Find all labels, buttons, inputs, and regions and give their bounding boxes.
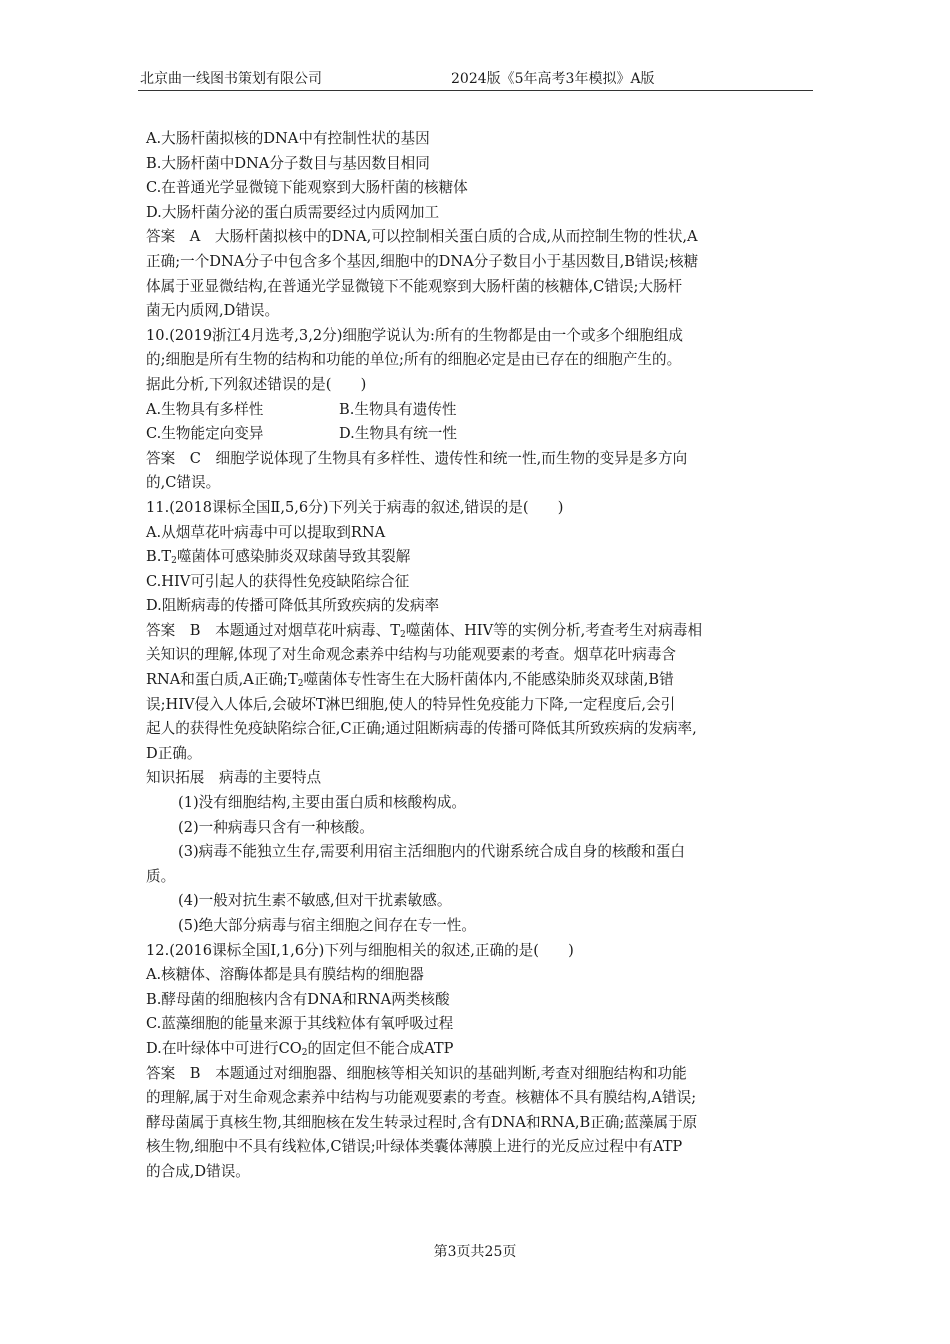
- q12-answer-line: 答案 B 本题通过对细胞器、细胞核等相关知识的基础判断,考查对细胞结构和功能: [146, 1064, 687, 1082]
- q10-options-row: [146, 422, 816, 447]
- page-header: [138, 66, 813, 91]
- knowledge-point-cont: 质。: [146, 867, 176, 885]
- page-number: 第3页共25页: [433, 1244, 517, 1260]
- knowledge-point: (1)没有细胞结构,主要由蛋白质和核酸构成。: [178, 794, 467, 812]
- q11-option-d: D.阻断病毒的传播可降低其所致疾病的发病率: [146, 597, 440, 615]
- q10-answer-line: 的,C错误。: [146, 474, 221, 492]
- knowledge-title: 知识拓展 病毒的主要特点: [146, 769, 322, 787]
- q12-option-c: C.蓝藻细胞的能量来源于其线粒体有氧呼吸过程: [146, 1015, 454, 1033]
- q9-answer-line: 菌无内质网,D错误。: [146, 302, 280, 320]
- q10-answer-line: 答案 C 细胞学说体现了生物具有多样性、遗传性和统一性,而生物的变异是多方向: [146, 449, 688, 467]
- q10-options-row: [146, 398, 816, 423]
- q9-answer-line: 正确;一个DNA分子中包含多个基因,细胞中的DNA分子数目小于基因数目,B错误;核糖: [146, 252, 699, 270]
- q9-answer-line: 体属于亚显微结构,在普通光学显微镜下不能观察到大肠杆菌的核糖体,C错误;大肠杆: [146, 277, 683, 295]
- q12-option-d: D.在叶绿体中可进行$CO_2$的固定但不能合成ATP: [146, 1039, 454, 1058]
- q9-option-c: C.在普通光学显微镜下能观察到大肠杆菌的核糖体: [146, 179, 468, 197]
- q12-option-b: B.酵母菌的细胞核内含有DNA和RNA两类核酸: [146, 990, 450, 1008]
- q12-answer-line: 核生物,细胞中不具有线粒体,C错误;叶绿体类囊体薄膜上进行的光反应过程中有ATP: [146, 1138, 683, 1156]
- q12-answer-line: 的合成,D错误。: [146, 1162, 250, 1180]
- q11-stem: 11.(2018课标全国Ⅱ,5,6分)下列关于病毒的叙述,错误的是( ): [146, 498, 564, 516]
- q11-answer-line: D正确。: [146, 744, 202, 762]
- q11-option-b: $B.T_2$噬菌体可感染肺炎双球菌导致其裂解: [146, 548, 411, 567]
- q9-answer-line: 答案 A 大肠杆菌拟核中的DNA,可以控制相关蛋白质的合成,从而控制生物的性状,A: [146, 228, 698, 246]
- q11-answer-line: 关知识的理解,体现了对生命观念素养中结构与功能观要素的考查。烟草花叶病毒含: [146, 646, 677, 664]
- q9-option-b: B.大肠杆菌中DNA分子数目与基因数目相同: [146, 154, 430, 172]
- q9-option-d: D.大肠杆菌分泌的蛋白质需要经过内质网加工: [146, 203, 440, 221]
- q11-option-a: A.从烟草花叶病毒中可以提取到RNA: [146, 523, 386, 541]
- q10-option-d: D.生物具有统一性: [339, 425, 457, 443]
- q10-stem-line: 10.(2019浙江4月选考,3,2分)细胞学说认为:所有的生物都是由一个或多个细胞组成: [146, 326, 684, 344]
- q12-option-a: A.核糖体、溶酶体都是具有膜结构的细胞器: [146, 966, 424, 984]
- q10-stem-line: 据此分析,下列叙述错误的是( ): [146, 375, 367, 393]
- knowledge-point: (2)一种病毒只含有一种核酸。: [178, 818, 374, 836]
- header-publisher: 北京曲一线图书策划有限公司: [140, 71, 322, 87]
- q11-answer-line: 起人的获得性免疫缺陷综合征,C正确;通过阻断病毒的传播可降低其所致疾病的发病率,: [146, 720, 697, 738]
- q10-stem-line: 的;细胞是所有生物的结构和功能的单位;所有的细胞必定是由已存在的细胞产生的。: [146, 351, 682, 369]
- q10-option-b: B.生物具有遗传性: [339, 400, 457, 418]
- knowledge-point: (4)一般对抗生素不敏感,但对干扰素敏感。: [178, 892, 452, 910]
- q11-answer-line: 答案 B 本题通过对烟草花叶病毒、$T_2$噬菌体、HIV等的实例分析,考查考生对病毒相: [146, 621, 703, 640]
- header-book-title: 2024版《5年高考3年模拟》A版: [451, 71, 655, 87]
- q12-stem: 12.(2016课标全国Ⅰ,1,6分)下列与细胞相关的叙述,正确的是( ): [146, 941, 574, 959]
- q11-option-c: C.HIV可引起人的获得性免疫缺陷综合征: [146, 572, 410, 590]
- q11-answer-line: RNA和蛋白质,A正确$;T_2$噬菌体专性寄生在大肠杆菌体内,不能感染肺炎双球菌,B错: [146, 671, 674, 690]
- knowledge-point: (5)绝大部分病毒与宿主细胞之间存在专一性。: [178, 917, 476, 934]
- q9-option-a: A.大肠杆菌拟核的DNA中有控制性状的基因: [146, 130, 430, 147]
- q11-answer-line: 误;HIV侵入人体后,会破坏T淋巴细胞,使人的特异性免疫能力下降,一定程度后,会引: [146, 695, 676, 713]
- q10-option-c: C.生物能定向变异: [146, 425, 264, 443]
- q12-answer-line: 的理解,属于对生命观念素养中结构与功能观要素的考查。核糖体不具有膜结构,A错误;: [146, 1089, 697, 1107]
- page-content: [146, 127, 816, 1185]
- knowledge-point: (3)病毒不能独立生存,需要利用宿主活细胞内的代谢系统合成自身的核酸和蛋白: [178, 843, 685, 861]
- q12-answer-line: 酵母菌属于真核生物,其细胞核在发生转录过程时,含有DNA和RNA,B正确;蓝藻属于原: [146, 1113, 698, 1131]
- q10-option-a: A.生物具有多样性: [146, 400, 264, 418]
